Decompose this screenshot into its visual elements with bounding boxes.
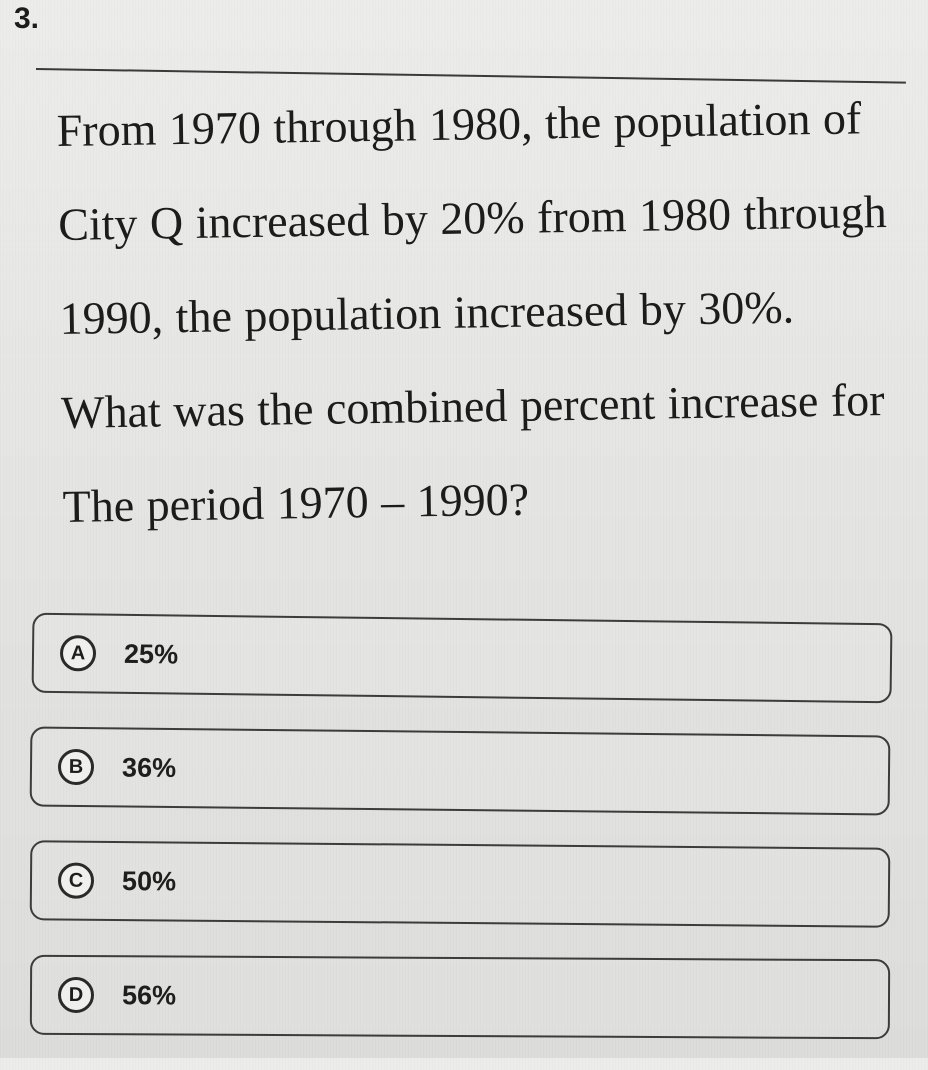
question-line: What was the combined percent increase for: [60, 374, 885, 438]
question-line: 1990, the population increased by 30%.: [59, 281, 795, 344]
answer-options: [32, 618, 894, 1070]
question-line: City Q increased by 20% from 1980 through: [57, 185, 887, 250]
option-d[interactable]: [30, 955, 890, 1040]
option-c[interactable]: [30, 840, 891, 928]
option-value-c: 50%: [121, 865, 177, 897]
question-line: From 1970 through 1980, the population of: [56, 92, 862, 156]
question-text: [56, 70, 923, 553]
option-value-b: 36%: [121, 751, 177, 783]
option-b[interactable]: [30, 726, 891, 815]
option-letter-b: B: [58, 749, 94, 785]
question-number: 3.: [14, 2, 40, 35]
option-letter-d: D: [58, 977, 94, 1013]
option-letter-c: C: [58, 862, 94, 898]
option-letter-a: A: [60, 635, 96, 671]
option-value-d: 56%: [121, 979, 177, 1011]
option-a[interactable]: [32, 613, 893, 704]
question-line: The period 1970 – 1990?: [62, 473, 530, 532]
option-value-a: 25%: [123, 638, 179, 670]
